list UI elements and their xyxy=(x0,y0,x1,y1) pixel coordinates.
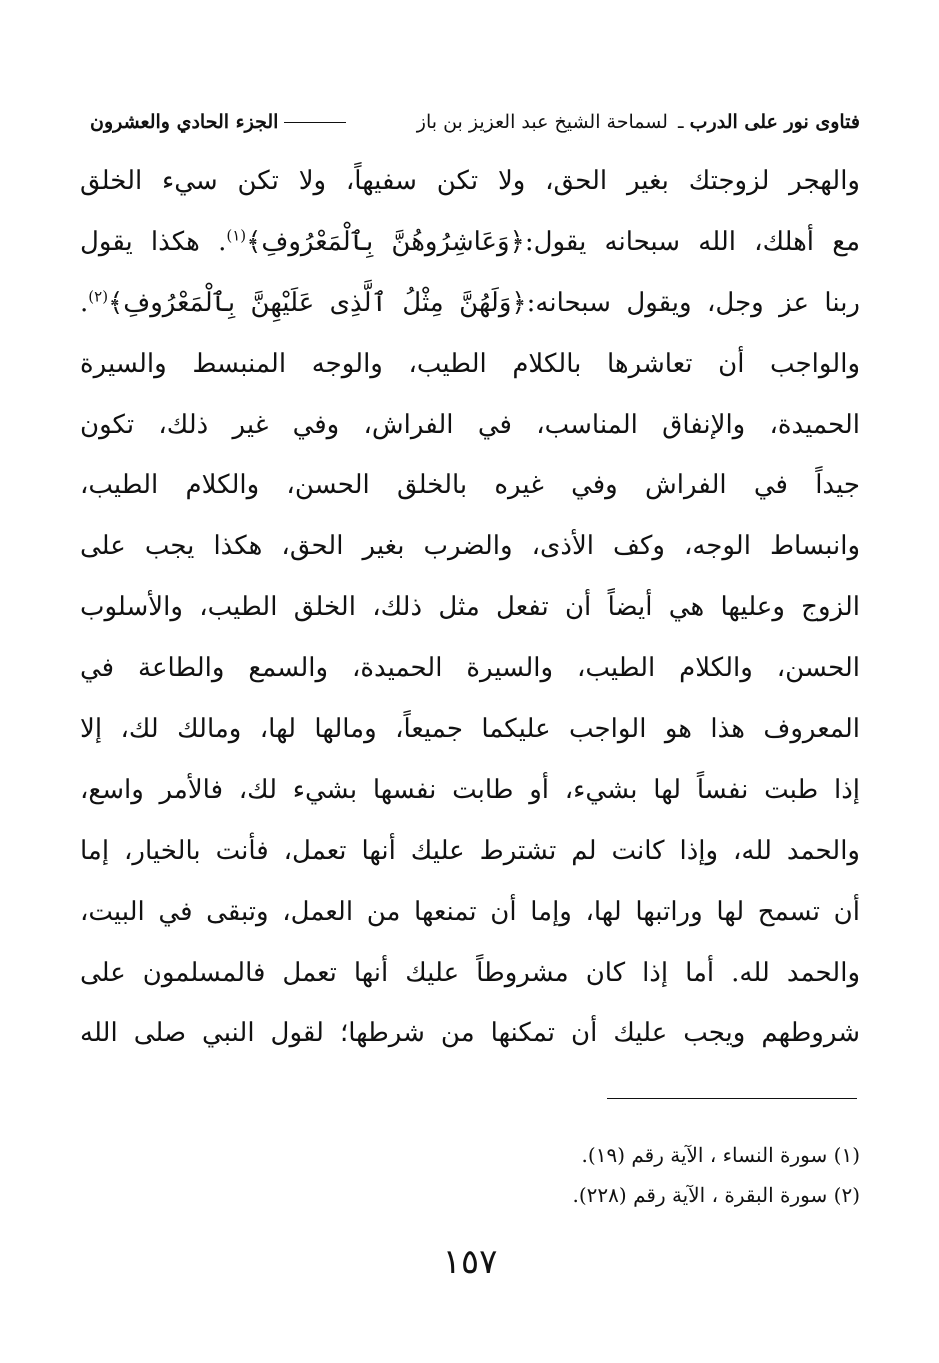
header-part: الجزء الحادي والعشرون xyxy=(90,111,279,133)
body-line xyxy=(80,151,860,212)
body-line xyxy=(80,273,860,334)
body-line xyxy=(80,577,860,638)
line-text: والحمد لله، وإذا كانت لم تشترط عليك أنها تعمل، فأنت بالخيار، إما xyxy=(80,835,860,866)
line-text: شروطهم ويجب عليك أن تمكنها من شرطها؛ لقول النبي صلى الله xyxy=(80,1018,860,1049)
quran-verse: ﴿وَعَاشِرُوهُنَّ بِٱلْمَعْرُوفِ﴾ xyxy=(246,226,525,257)
line-text: جيداً في الفراش وفي غيره بالخلق الحسن، والكلام الطيب، xyxy=(80,470,860,501)
body-line xyxy=(80,334,860,395)
header-rule xyxy=(284,122,346,123)
line-text: والحمد لله. أما إذا كان مشروطاً عليك أنها تعمل فالمسلمون على xyxy=(80,957,860,988)
line-text: ربنا عز وجل، ويقول سبحانه: xyxy=(526,287,860,318)
line-text: إذا طبت نفساً لها بشيء، أو طابت نفسها بشيء لك، فالأمر واسع، xyxy=(80,774,860,805)
line-text: وانبساط الوجه، وكف الأذى، والضرب بغير الحق، هكذا يجب على xyxy=(80,531,860,562)
page-number: ١٥٧ xyxy=(442,1242,498,1282)
header-separator: ـ xyxy=(678,111,684,133)
line-text: المعروف هذا هو الواجب عليكما جميعاً، ومالها لها، ومالك لك، إلا xyxy=(80,714,860,745)
body-text xyxy=(80,151,860,1064)
footnote-rule xyxy=(607,1098,857,1099)
line-text: أن تسمح لها وراتبها لها، وإما أن تمنعها من العمل، وتبقى في البيت، xyxy=(80,896,860,927)
footnote-ref: (٢) xyxy=(88,287,109,306)
body-line xyxy=(80,516,860,577)
body-line xyxy=(80,395,860,456)
line-text: والواجب أن تعاشرها بالكلام الطيب، والوجه المنبسط والسيرة xyxy=(80,348,860,379)
line-text: مع أهلك، الله سبحانه يقول: xyxy=(524,226,860,257)
header-author: لسماحة الشيخ عبد العزيز بن باز xyxy=(416,111,668,133)
footnote-1: (١) سورة النساء ، الآية رقم (١٩). xyxy=(581,1143,860,1167)
running-header xyxy=(90,100,860,144)
body-line xyxy=(80,638,860,699)
line-text: . xyxy=(80,287,89,318)
footnote-ref: (١) xyxy=(226,226,247,245)
header-book-title: فتاوى نور على الدرب xyxy=(689,111,860,133)
line-text: الحميدة، والإنفاق المناسب، في الفراش، وفي غير ذلك، تكون xyxy=(80,409,860,440)
line-text: الحسن، والكلام الطيب، والسيرة الحميدة، والسمع والطاعة في xyxy=(80,653,860,684)
body-line xyxy=(80,882,860,943)
body-line xyxy=(80,1003,860,1064)
body-line xyxy=(80,943,860,1004)
body-line xyxy=(80,760,860,821)
body-line xyxy=(80,212,860,273)
quran-verse: ﴿وَلَهُنَّ مِثْلُ ٱلَّذِى عَلَيْهِنَّ بِٱلْمَعْرُوفِ﴾ xyxy=(108,287,527,318)
body-line xyxy=(80,821,860,882)
body-line xyxy=(80,699,860,760)
line-text: والهجر لزوجتك بغير الحق، ولا تكن سفيهاً، ولا تكن سيء الخلق xyxy=(80,166,860,196)
footnotes xyxy=(300,1135,860,1215)
line-text: . هكذا يقول xyxy=(80,226,227,257)
footnote-2: (٢) سورة البقرة ، الآية رقم (٢٢٨). xyxy=(572,1183,860,1207)
body-line xyxy=(80,455,860,516)
line-text: الزوج وعليها هي أيضاً أن تفعل مثل ذلك، الخلق الطيب، والأسلوب xyxy=(80,592,860,623)
